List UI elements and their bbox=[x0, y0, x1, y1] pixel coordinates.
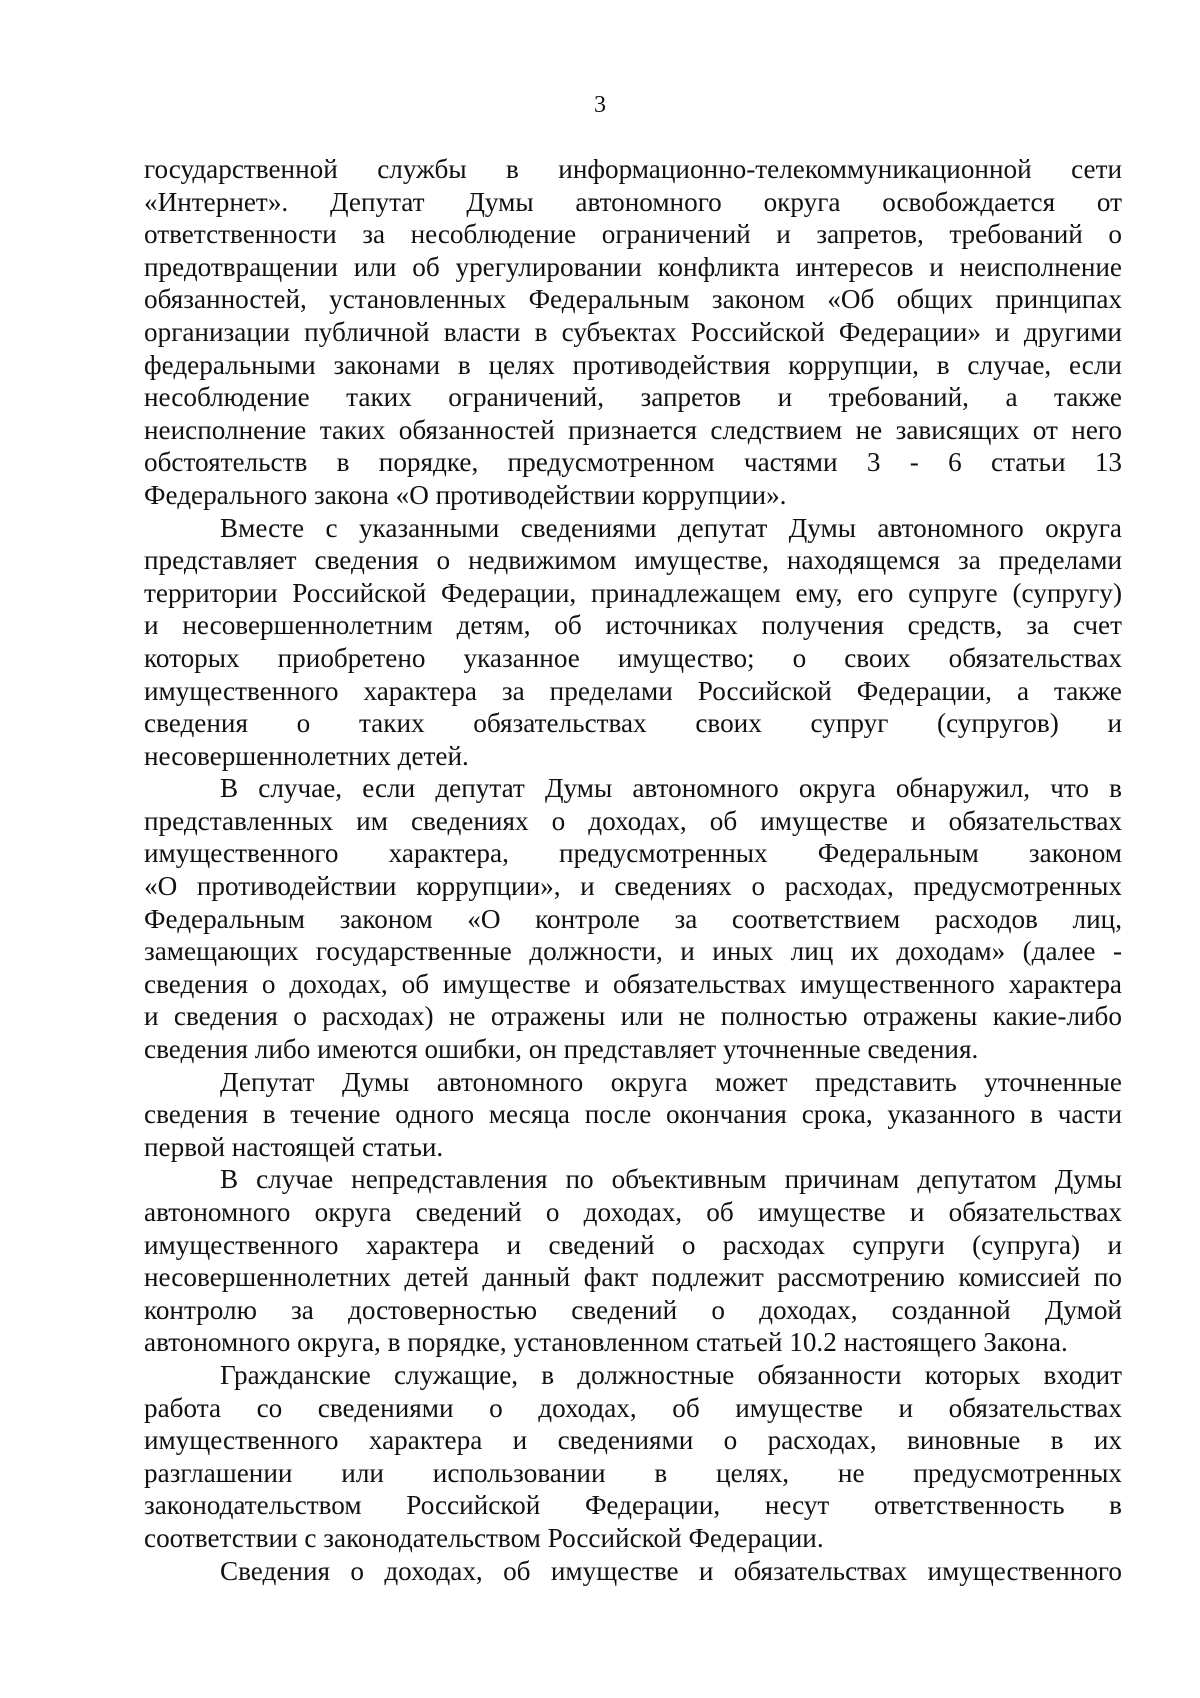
text-line: сведения о доходах, об имуществе и обязательствах имущественного характера bbox=[144, 968, 1122, 999]
paragraph bbox=[144, 1359, 1122, 1555]
text-line: Сведения о доходах, об имуществе и обязательствах имущественного bbox=[220, 1555, 1122, 1586]
text-line: несовершеннолетних детей данный факт подлежит рассмотрению комиссией по bbox=[144, 1262, 1122, 1293]
text-line: замещающих государственные должности, и иных лиц их доходам» (далее - bbox=[144, 936, 1122, 967]
text-line: которых приобретено указанное имущество; о своих обязательствах bbox=[144, 642, 1122, 673]
text-line: представляет сведения о недвижимом имуществе, находящемся за пределами bbox=[144, 545, 1122, 576]
text-line: «Интернет». Депутат Думы автономного округа освобождается от bbox=[144, 186, 1122, 217]
text-line: территории Российской Федерации, принадлежащем ему, его супруге (супругу) bbox=[144, 577, 1122, 608]
text-line: Вместе с указанными сведениями депутат Думы автономного округа bbox=[220, 512, 1122, 543]
paragraph bbox=[144, 1066, 1122, 1164]
text-line: имущественного характера и сведениями о расходах, виновные в их bbox=[144, 1425, 1122, 1456]
text-line: работа со сведениями о доходах, об имуществе и обязательствах bbox=[144, 1392, 1122, 1423]
paragraph bbox=[144, 772, 1122, 1065]
text-line: законодательством Российской Федерации, несут ответственность в bbox=[144, 1490, 1122, 1521]
text-line: соответствии с законодательством Российской Федерации. bbox=[144, 1522, 824, 1553]
text-line: государственной службы в информационно-телекоммуникационной сети bbox=[144, 154, 1122, 184]
paragraph bbox=[144, 512, 1122, 773]
text-line: федеральными законами в целях противодействия коррупции, в случае, если bbox=[144, 349, 1122, 380]
text-line: Федерального закона «О противодействии коррупции». bbox=[144, 479, 787, 510]
text-line: Федеральным законом «О контроле за соответствием расходов лиц, bbox=[144, 903, 1122, 934]
text-line: автономного округа, в порядке, установленном статьей 10.2 настоящего Закона. bbox=[144, 1327, 1068, 1358]
text-line: предотвращении или об урегулировании конфликта интересов и неисполнение bbox=[144, 251, 1122, 282]
text-line: и несовершеннолетним детям, об источниках получения средств, за счет bbox=[144, 610, 1122, 641]
text-line: обстоятельств в порядке, предусмотренном частями 3 - 6 статьи 13 bbox=[144, 447, 1122, 478]
text-line: В случае непредставления по объективным причинам депутатом Думы bbox=[220, 1164, 1122, 1195]
text-line: «О противодействии коррупции», и сведениях о расходах, предусмотренных bbox=[144, 871, 1122, 902]
text-line: неисполнение таких обязанностей признается следствием не зависящих от него bbox=[144, 414, 1122, 445]
text-line: первой настоящей статьи. bbox=[144, 1131, 444, 1162]
text-line: несоблюдение таких ограничений, запретов и требований, а также bbox=[144, 382, 1122, 413]
text-line: Депутат Думы автономного округа может представить уточненные bbox=[220, 1066, 1122, 1097]
text-line: и сведения о расходах) не отражены или не полностью отражены какие-либо bbox=[144, 1001, 1122, 1032]
text-line: сведения либо имеются ошибки, он представляет уточненные сведения. bbox=[144, 1034, 979, 1065]
text-line: ответственности за несоблюдение ограничений и запретов, требований о bbox=[144, 219, 1122, 250]
page-number: 3 bbox=[594, 92, 606, 118]
text-line: сведения в течение одного месяца после окончания срока, указанного в части bbox=[144, 1099, 1122, 1130]
text-line: автономного округа сведений о доходах, об имуществе и обязательствах bbox=[144, 1197, 1122, 1227]
paragraph bbox=[144, 1163, 1122, 1359]
text-line: сведения о таких обязательствах своих супруг (супругов) и bbox=[144, 708, 1122, 739]
document-body bbox=[144, 153, 1122, 1587]
text-line: несовершеннолетних детей. bbox=[144, 740, 469, 771]
text-line: Гражданские служащие, в должностные обязанности которых входит bbox=[220, 1359, 1122, 1390]
text-line: разглашении или использовании в целях, не предусмотренных bbox=[144, 1457, 1122, 1488]
text-line: представленных им сведениях о доходах, об имуществе и обязательствах bbox=[144, 805, 1122, 836]
text-line: имущественного характера за пределами Российской Федерации, а также bbox=[144, 675, 1122, 706]
paragraph bbox=[144, 1555, 1122, 1588]
paragraph bbox=[144, 153, 1122, 512]
text-line: обязанностей, установленных Федеральным законом «Об общих принципах bbox=[144, 284, 1122, 315]
text-line: контролю за достоверностью сведений о доходах, созданной Думой bbox=[144, 1294, 1122, 1325]
text-line: имущественного характера, предусмотренных Федеральным законом bbox=[144, 838, 1122, 869]
text-line: имущественного характера и сведений о расходах супруги (супруга) и bbox=[144, 1229, 1122, 1260]
text-line: В случае, если депутат Думы автономного округа обнаружил, что в bbox=[220, 773, 1122, 804]
text-line: организации публичной власти в субъектах Российской Федерации» и другими bbox=[144, 316, 1122, 347]
